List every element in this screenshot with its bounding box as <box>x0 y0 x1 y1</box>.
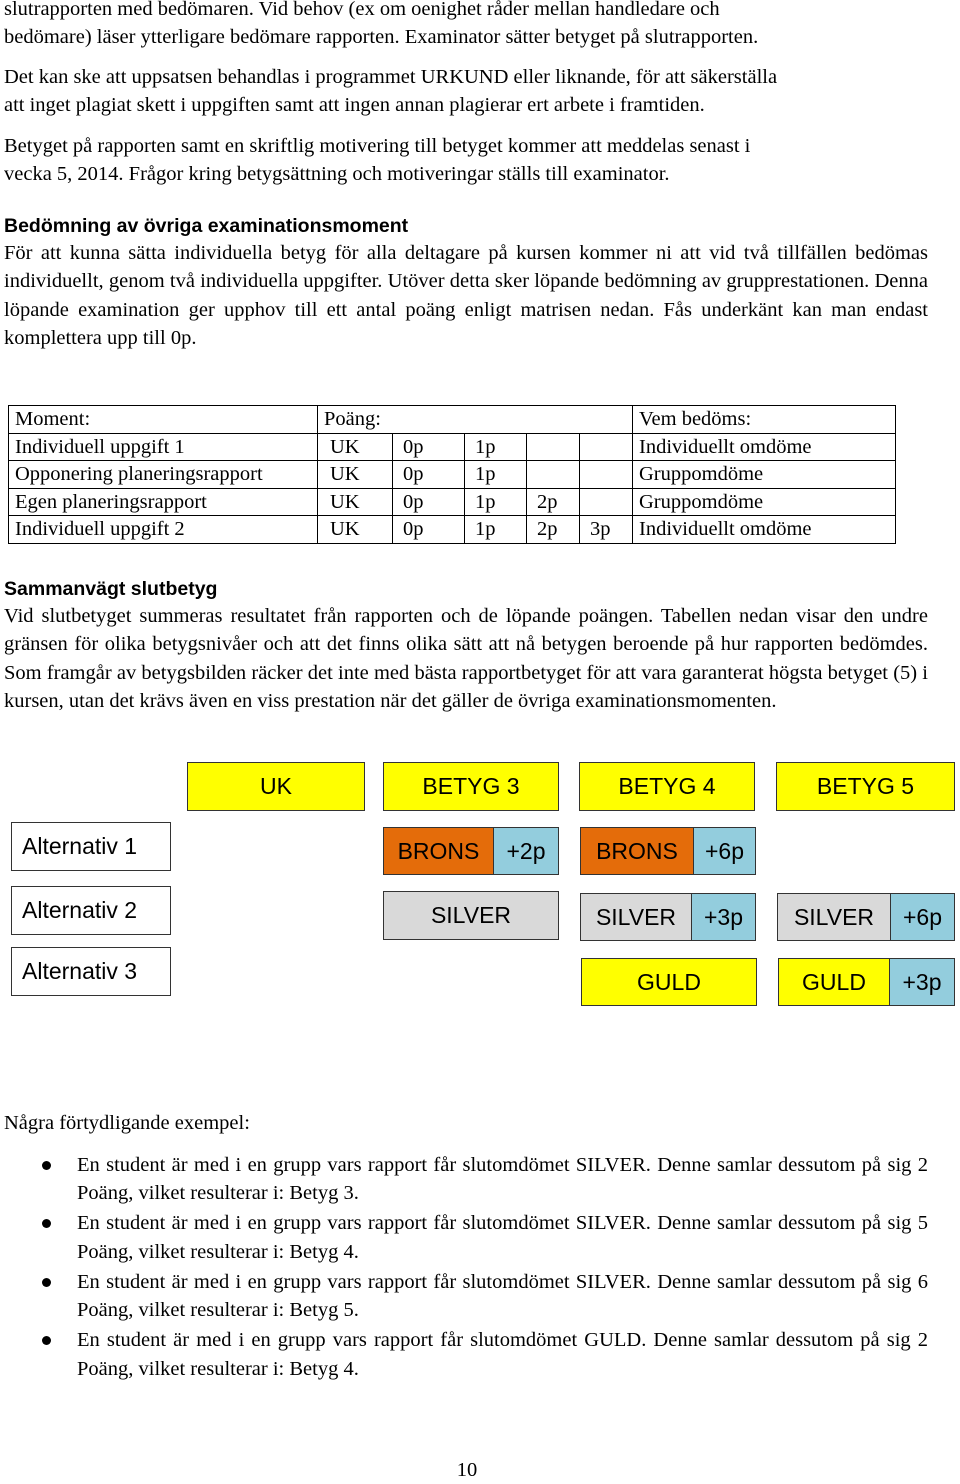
table-header-row <box>9 406 896 434</box>
bullet-icon <box>42 1336 51 1345</box>
intro-paragraph-2 <box>4 63 928 120</box>
cell-moment: Individuell uppgift 2 <box>9 516 318 544</box>
list-item-text: En student är med i en grupp vars rapport får slutomdömet SILVER. Denne samlar dessutom på sig 2 Poäng, vilket resulterar i: Betyg 3. <box>77 1154 928 1205</box>
cell-score: 3p <box>580 516 633 544</box>
alt1-betyg4-points: +6p <box>693 827 756 875</box>
cell-score: 1p <box>465 516 527 544</box>
cell-score <box>527 433 580 461</box>
cell-score: 2p <box>527 488 580 516</box>
grade-header-betyg3: BETYG 3 <box>383 762 559 811</box>
cell-score: 0p <box>393 488 465 516</box>
alternative-2-label: Alternativ 2 <box>11 886 171 935</box>
list-item-text: En student är med i en grupp vars rapport får slutomdömet GULD. Denne samlar dessutom på sig 2 Poäng, vilket resulterar i: Betyg 4. <box>77 1329 928 1380</box>
examples-list <box>4 1151 928 1385</box>
list-item <box>4 1326 928 1383</box>
cell-score: 2p <box>527 516 580 544</box>
cell-score: UK <box>318 516 393 544</box>
cell-score <box>580 433 633 461</box>
cell-score: 1p <box>465 461 527 489</box>
alt2-betyg5-points: +6p <box>890 893 955 941</box>
cell-vem: Gruppomdöme <box>633 488 896 516</box>
list-item-text: En student är med i en grupp vars rapport får slutomdömet SILVER. Denne samlar dessutom på sig 5 Poäng, vilket resulterar i: Betyg 4. <box>77 1212 928 1263</box>
list-item <box>4 1209 928 1266</box>
intro-line: vecka 5, 2014. Frågor kring betygsättning och motiveringar ställs till examinator. <box>4 163 670 186</box>
cell-score: 1p <box>465 488 527 516</box>
intro-line: bedömare) läser ytterligare bedömare rapporten. Examinator sätter betyget på slutrapporten. <box>4 26 759 49</box>
alt3-betyg5-points: +3p <box>889 958 955 1006</box>
alt2-betyg4-medal: SILVER <box>580 893 692 941</box>
grade-header-uk: UK <box>187 762 365 811</box>
alt2-betyg3-medal: SILVER <box>383 891 559 940</box>
grade-header-betyg4: BETYG 4 <box>579 762 755 811</box>
bullet-icon <box>42 1278 51 1287</box>
alternative-3-label: Alternativ 3 <box>11 947 171 996</box>
intro-line: att inget plagiat skett i uppgiften samt att ingen annan plagierar ert arbete i framtiden. <box>4 94 705 117</box>
cell-vem: Gruppomdöme <box>633 461 896 489</box>
cell-vem: Individuellt omdöme <box>633 433 896 461</box>
cell-score <box>527 461 580 489</box>
alt1-betyg3-medal: BRONS <box>383 827 494 875</box>
cell-score <box>580 461 633 489</box>
header-vem: Vem bedöms: <box>633 406 896 434</box>
bullet-icon <box>42 1161 51 1170</box>
header-moment: Moment: <box>9 406 318 434</box>
cell-moment: Individuell uppgift 1 <box>9 433 318 461</box>
list-item-text: En student är med i en grupp vars rapport får slutomdömet SILVER. Denne samlar dessutom på sig 6 Poäng, vilket resulterar i: Betyg 5. <box>77 1270 928 1322</box>
alt3-betyg5-medal: GULD <box>778 958 890 1006</box>
cell-score: 0p <box>393 516 465 544</box>
page-number: 10 <box>456 1459 478 1481</box>
header-poang: Poäng: <box>318 406 633 434</box>
section-text-assessment: För att kunna sätta individuella betyg för alla deltagare på kursen kommer ni att vid två tillfällen bedömas individuellt, genom två individuella uppgifter. Utöver detta sker löpande bedömning av grupprestationen. Denna löpande examination ger upphov till ett antal poäng enligt matrisen nedan. Fås underkänt kan man endast komplettera upp till 0p. <box>4 242 928 350</box>
alt2-betyg4-points: +3p <box>691 893 756 941</box>
moment-table <box>8 405 896 544</box>
table-row <box>9 488 896 516</box>
examples-intro: Några förtydligande exempel: <box>4 1112 250 1134</box>
intro-paragraph-1 <box>4 0 928 52</box>
cell-vem: Individuellt omdöme <box>633 516 896 544</box>
cell-score: 0p <box>393 433 465 461</box>
alt2-betyg5-medal: SILVER <box>777 893 891 941</box>
section-text-final-grade: Vid slutbetyget summeras resultatet från rapporten och de löpande poängen. Tabellen nedan visar den undre gränsen för olika betygsnivåer och att det finns olika sätt att nå betygen beroende på hur rapporten bedömdes. Som framgår av betygsbilden räcker det inte med bästa rapportbetyget för att vara garanterat högsta betyget (5) i kursen, utan det krävs även en viss prestation när det gäller de övriga examinationsmomenten. <box>4 605 928 713</box>
intro-line: slutrapporten med bedömaren. Vid behov (ex om oenighet råder mellan handledare och <box>4 0 720 20</box>
cell-score: UK <box>318 433 393 461</box>
intro-line: Det kan ske att uppsatsen behandlas i programmet URKUND eller liknande, för att säkerställa <box>4 66 778 88</box>
table-row <box>9 516 896 544</box>
intro-line: Betyget på rapporten samt en skriftlig motivering till betyget kommer att meddelas senast i <box>4 135 751 157</box>
section-heading-assessment: Bedömning av övriga examinationsmoment <box>4 215 409 237</box>
alt3-betyg4-medal: GULD <box>581 958 757 1006</box>
alt1-betyg3-points: +2p <box>493 827 559 875</box>
cell-moment: Egen planeringsrapport <box>9 488 318 516</box>
table-row <box>9 461 896 489</box>
section-heading-final-grade: Sammanvägt slutbetyg <box>4 578 218 600</box>
bullet-icon <box>42 1219 51 1228</box>
cell-score <box>580 488 633 516</box>
alt1-betyg4-medal: BRONS <box>580 827 694 875</box>
cell-score: 1p <box>465 433 527 461</box>
alternative-1-label: Alternativ 1 <box>11 822 171 871</box>
cell-score: UK <box>318 488 393 516</box>
table-row <box>9 433 896 461</box>
intro-paragraph-3 <box>4 132 928 189</box>
cell-score: 0p <box>393 461 465 489</box>
list-item <box>4 1151 928 1208</box>
cell-moment: Opponering planeringsrapport <box>9 461 318 489</box>
grade-header-betyg5: BETYG 5 <box>776 762 955 811</box>
list-item <box>4 1268 928 1325</box>
cell-score: UK <box>318 461 393 489</box>
